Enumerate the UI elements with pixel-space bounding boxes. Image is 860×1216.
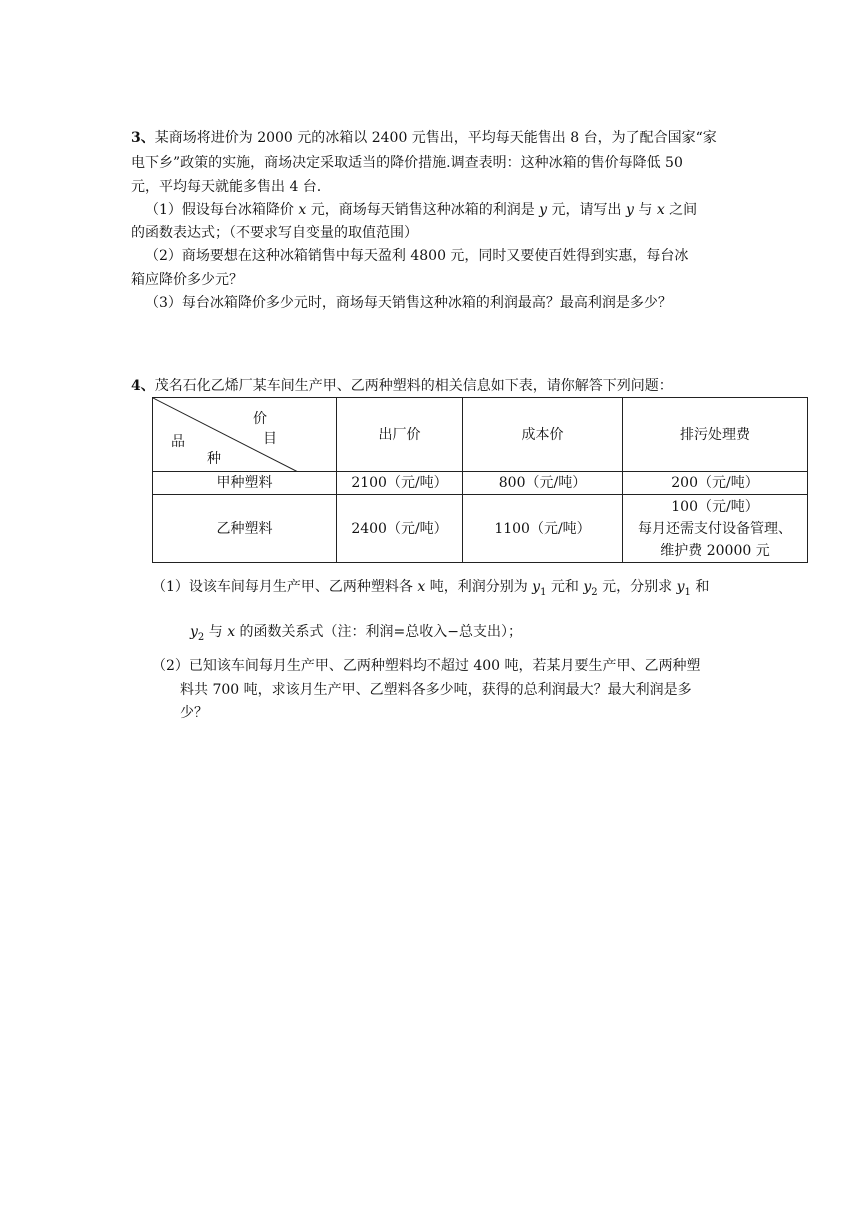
q4-p1-text-c: 元和 bbox=[546, 579, 584, 595]
subscript-1: 1 bbox=[540, 586, 547, 598]
var-x: x bbox=[417, 579, 426, 595]
var-y1: y bbox=[532, 579, 541, 595]
q4-part2-line3: 少？ bbox=[180, 705, 208, 721]
q4-p1-text-b: 吨，利润分别为 bbox=[425, 579, 533, 595]
fee-line: 每月还需支付设备管理、 bbox=[638, 520, 792, 537]
q3-intro-line2: 电下乡”政策的实施，商场决定采取适当的降价措施.调查表明：这种冰箱的售价每降低 50 bbox=[131, 155, 683, 171]
q4-part1-line1 bbox=[152, 577, 709, 603]
var-x: x bbox=[656, 202, 665, 218]
subscript-2: 2 bbox=[197, 631, 205, 643]
q3-p1-text-a: （1）假设每台冰箱降价 bbox=[145, 202, 299, 218]
q4-part2-line2: 料共 700 吨，求该月生产甲、乙塑料各多少吨，获得的总利润最大？最大利润是多 bbox=[180, 682, 692, 698]
q4-p1l2-text-a: 与 bbox=[204, 624, 228, 640]
q4-part1-line2 bbox=[190, 622, 522, 648]
q3-p1-text-e: 之间 bbox=[664, 202, 698, 218]
corner-label-bottom: 种 bbox=[207, 451, 221, 467]
q3-p1-text-d: 与 bbox=[633, 202, 657, 218]
table-row bbox=[153, 495, 808, 563]
header-pollution-fee: 排污处理费 bbox=[623, 398, 808, 472]
row-name: 乙种塑料 bbox=[153, 495, 337, 563]
q4-number-sep: 、 bbox=[140, 378, 155, 394]
row-cost: 1100（元/吨） bbox=[463, 495, 623, 563]
header-cost-price: 成本价 bbox=[463, 398, 623, 472]
var-y2: y bbox=[190, 624, 198, 640]
q4-p1l2-text-b: 的函数关系式（注：利润=总收入−总支出）； bbox=[235, 624, 523, 640]
row-price: 2100（元/吨） bbox=[337, 472, 463, 495]
table-header-row bbox=[153, 398, 808, 472]
q4-part2-line1: （2）已知该车间每月生产甲、乙两种塑料均不超过 400 吨，若某月要生产甲、乙两种塑 bbox=[152, 658, 701, 674]
corner-label-left: 品 bbox=[171, 434, 185, 450]
q3-intro-line1 bbox=[131, 128, 717, 148]
q3-number-sep: 、 bbox=[140, 130, 155, 146]
table-corner-cell bbox=[153, 398, 337, 472]
var-y: y bbox=[539, 202, 548, 218]
table-row bbox=[153, 472, 808, 495]
q4-p1-text-e: 和 bbox=[690, 579, 710, 595]
q4-number: 4 bbox=[131, 378, 141, 394]
q3-part2-line2: 箱应降价多少元？ bbox=[131, 272, 243, 288]
q3-part1-line1 bbox=[145, 200, 697, 220]
q4-p1-text-d: 元，分别求 bbox=[597, 579, 677, 595]
corner-label-top: 价 bbox=[253, 411, 267, 427]
row-price: 2400（元/吨） bbox=[337, 495, 463, 563]
header-factory-price: 出厂价 bbox=[337, 398, 463, 472]
q3-p1-text-c: 元，请写出 bbox=[547, 202, 626, 218]
subscript-2: 2 bbox=[591, 586, 598, 598]
q4-p1-text-a: （1）设该车间每月生产甲、乙两种塑料各 bbox=[152, 579, 418, 595]
q3-intro-line3: 元，平均每天就能多售出 4 台. bbox=[131, 179, 322, 195]
row-fee: 200（元/吨） bbox=[623, 472, 808, 495]
row-fee-multiline bbox=[623, 495, 808, 563]
q3-intro-text: 某商场将进价为 2000 元的冰箱以 2400 元售出，平均每天能售出 8 台，为了配合国家“家 bbox=[154, 130, 717, 146]
q3-p1-text-b: 元，商场每天销售这种冰箱的利润是 bbox=[306, 202, 540, 218]
row-cost: 800（元/吨） bbox=[463, 472, 623, 495]
q4-intro-text: 茂名石化乙烯厂某车间生产甲、乙两种塑料的相关信息如下表，请你解答下列问题： bbox=[154, 378, 673, 394]
var-y2: y bbox=[583, 579, 592, 595]
q3-number: 3 bbox=[131, 130, 141, 146]
var-x: x bbox=[227, 624, 236, 640]
q3-part2-line1: （2）商场要想在这种冰箱销售中每天盈利 4800 元，同时又要使百姓得到实惠，每台冰 bbox=[145, 248, 689, 264]
q4-intro bbox=[131, 376, 673, 396]
subscript-1: 1 bbox=[684, 586, 691, 598]
info-table bbox=[152, 397, 808, 563]
fee-line: 100（元/吨） bbox=[671, 498, 759, 515]
fee-line: 维护费 20000 元 bbox=[660, 542, 770, 559]
var-x: x bbox=[298, 202, 307, 218]
var-y: y bbox=[626, 202, 634, 218]
corner-label-right: 目 bbox=[263, 431, 277, 447]
row-name: 甲种塑料 bbox=[153, 472, 337, 495]
q3-part1-line2: 的函数表达式；（不要求写自变量的取值范围） bbox=[131, 225, 418, 241]
var-y1: y bbox=[676, 579, 685, 595]
q3-part3-line1: （3）每台冰箱降价多少元时，商场每天销售这种冰箱的利润最高？最高利润是多少？ bbox=[145, 295, 672, 311]
